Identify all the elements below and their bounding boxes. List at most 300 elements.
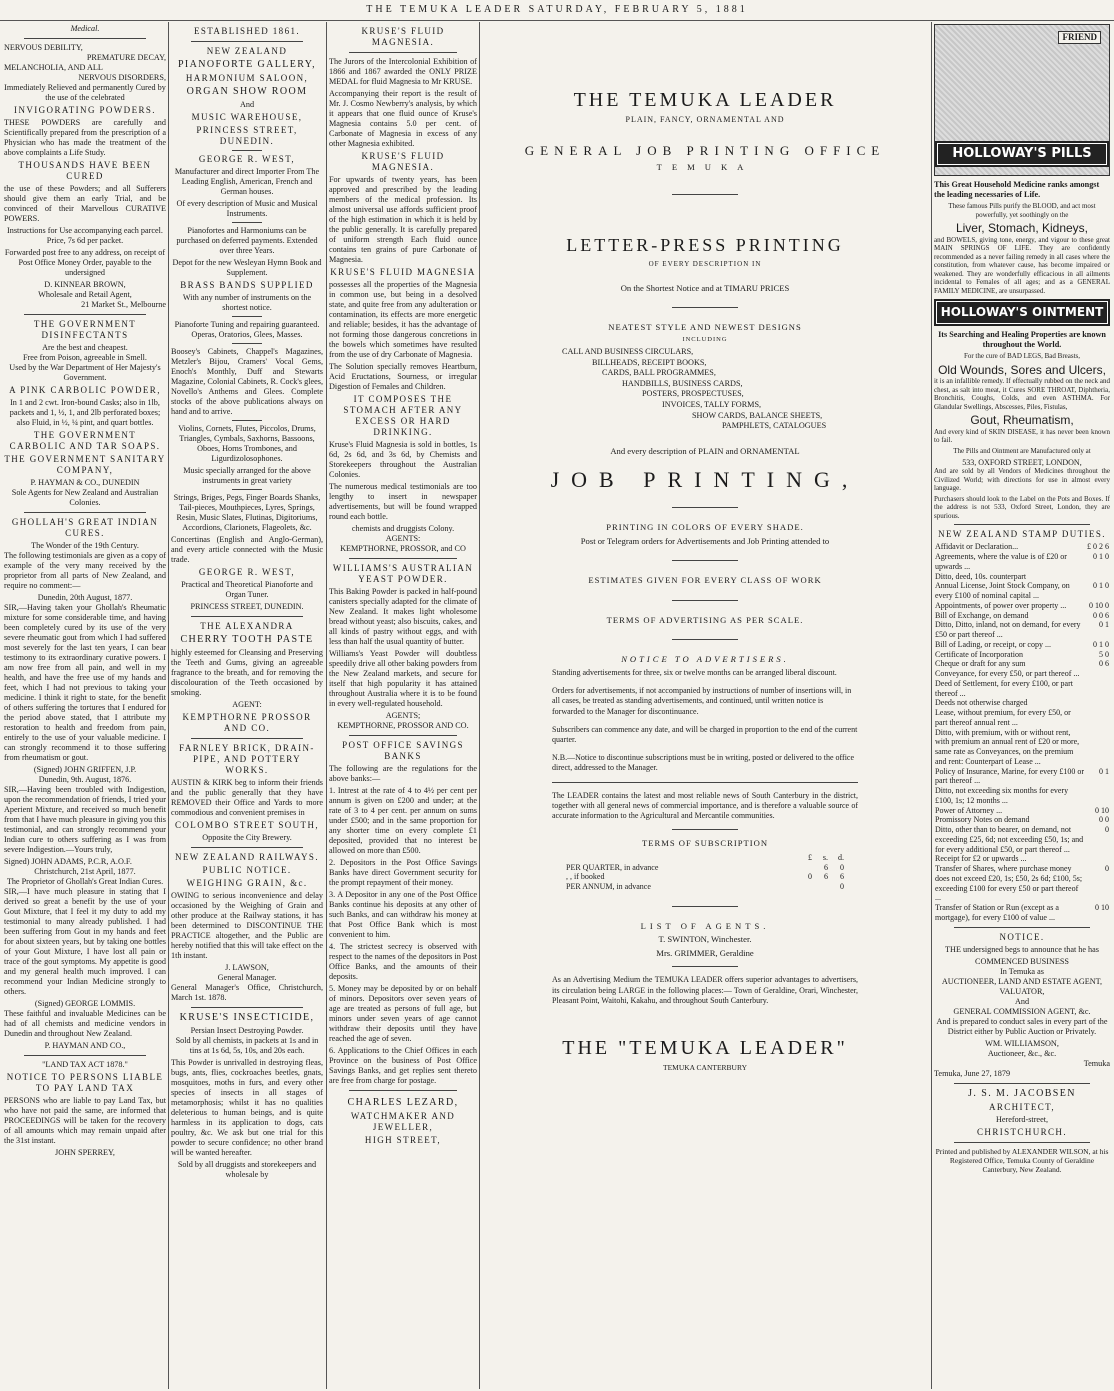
duty-value: 0 10 <box>1095 903 1109 913</box>
letter-signature: (Signed) GEORGE LOMMIS. <box>34 998 136 1008</box>
divider <box>552 782 858 783</box>
ad-heading: WATCHMAKER AND JEWELLER, <box>350 1110 456 1132</box>
row-d: 0 <box>840 862 844 872</box>
row-label: PER QUARTER, in advance <box>566 862 659 872</box>
duty-value: 0 1 <box>1099 766 1109 776</box>
divider <box>24 512 146 513</box>
duty-value <box>1086 698 1110 708</box>
divider <box>191 616 303 617</box>
letter-text: SIR,—Having been troubled with Indigestion, upon the recommendation of friends, I tried your Aperient Mixture, and received so much benefit from that I have much pleasure in giving you this testimonial, and can strongly recommend your Indian cure to others suffering as I was from severe Indigestion.—Yours truly, <box>4 784 166 854</box>
ad-text: And are sold by all Vendors of Medicines throughout the Civilized World; with directions for use in almost every language. <box>934 467 1110 493</box>
ad-text: highly esteemed for Cleansing and Preserving the Teeth and Gums, giving an agreeable fragrance to the breath, and for removing the discolouration of the Teeth occasioned by smoking. <box>171 648 323 698</box>
ad-line: AUCTIONEER, LAND AND ESTATE AGENT, VALUATOR, <box>941 976 1103 996</box>
ad-line: Persian Insect Destroying Powder. <box>190 1026 304 1036</box>
ad-heading: CHARLES LEZARD, <box>347 1096 459 1108</box>
ad-heading: NOTICE TO ADVERTISERS. <box>621 654 789 665</box>
divider <box>349 735 457 736</box>
table-row <box>934 825 1110 854</box>
ad-heading: TERMS OF SUBSCRIPTION <box>641 838 769 849</box>
ad-text: the use of these Powders; and all Sufferers should give them an early Trial, and be convinced of their Marvellous CURATIVE POWERS. <box>4 183 166 223</box>
friend-banner: FRIEND <box>1058 31 1101 44</box>
divider <box>672 560 738 561</box>
ad-heading: KRUSE'S INSECTICIDE, <box>179 1011 315 1023</box>
table-row <box>565 872 845 882</box>
regulation-item: 3. A Depositor in any one of the Post Office Banks continue his deposits at any other of such Banks, and can withdraw his money at that Post Office Bank which is most convenient to him. <box>329 889 477 939</box>
service-item: HANDBILLS, BUSINESS CARDS, <box>622 378 743 388</box>
imprint: Printed and published by ALEXANDER WILSON, at his Registered Office, Temuka County of Geraldine Canterbury, New Zealand. <box>935 1146 1109 1175</box>
column-3 <box>329 24 477 1388</box>
row-label: PER ANNUM, in advance <box>566 882 651 892</box>
nervous-line: NERVOUS DISORDERS, <box>78 73 166 82</box>
table-row <box>934 679 1110 699</box>
column-rule <box>168 22 169 1389</box>
ad-text: The Pills and Ointment are Manufactured only at <box>953 447 1091 455</box>
ad-text: The Jurors of the Intercolonial Exhibition of 1866 and 1867 awarded the ONLY PRIZE MEDAL for fluid Magnesia to Mr KRUSE. <box>329 56 477 86</box>
ad-text: Pianofortes and Harmoniums can be purchased on deferred payments. Extended over three Years. <box>176 226 318 256</box>
regulation-item: 6. Applications to the Chief Offices in each Province on the business of Post Office Savings Banks, and get replies sent thereto are free from charge for postage. <box>329 1045 477 1085</box>
duty-value: 0 10 <box>1095 805 1109 815</box>
duty-name: Ditto, with premium, with or without rent, with premium an annual rent of £20 or more, same rate as Conveyances, on the premium and rent: Counterpart of Lease ... <box>935 727 1080 766</box>
ad-heading: WEIGHING GRAIN, &c. <box>186 878 308 888</box>
service-item: POSTERS, PROSPECTUSES, <box>642 389 744 399</box>
table-row <box>934 611 1110 621</box>
table-row <box>934 903 1110 923</box>
ad-line: And <box>1014 996 1030 1006</box>
table-row <box>934 542 1110 552</box>
ad-line: On the Shortest Notice and at TIMARU PRICES <box>620 282 790 293</box>
row-l <box>797 882 813 892</box>
duty-name: Power of Attorney ... <box>935 805 1003 815</box>
ad-line: In Temuka as <box>1000 966 1044 976</box>
service-item: PAMPHLETS, CATALOGUES <box>722 421 827 431</box>
ad-text: THESE POWDERS are carefully and Scientifically prepared from the prescription of a Physician who has made the treatment of the above complaints a Life Study. <box>4 117 166 157</box>
divider <box>672 507 738 508</box>
duty-value: 0 1 <box>1099 620 1109 630</box>
ad-line: The Proprietor of Ghollah's Great Indian Cures. <box>6 876 164 886</box>
ad-heading: BRASS BANDS SUPPLIED <box>180 280 314 291</box>
ad-line: 533, OXFORD STREET, LONDON, <box>962 457 1082 467</box>
services-list <box>562 347 928 432</box>
duty-value <box>1086 854 1110 864</box>
ad-text: Practical and Theoretical Pianoforte and Organ Tuner. <box>181 580 313 600</box>
duty-value: 0 <box>1105 825 1109 835</box>
ad-text: and BOWELS, giving tone, energy, and vigour to these great MAIN SPRINGS OF LIFE. They are confidently recommended as a never failing remedy in all cases where the constitution, from whatever cause, has become impaired or weakened. They are wonderfully efficacious in all ailments incidental to Females of all ages; and as a GENERAL FAMILY MEDICINE, are unsurpassed. <box>934 235 1110 295</box>
ad-heading: INVIGORATING POWDERS. <box>14 105 156 115</box>
duty-name: Bill of Lading, or receipt, or copy ... <box>935 639 1051 649</box>
ad-text: With any number of instruments on the shortest notice. <box>182 293 312 313</box>
ad-text: The LEADER contains the latest and most reliable news of South Canterbury in the district, together with all general news of commercial importance, and is therefore a valuable source of accurate information to the Agricultural and Mercantile communities. <box>552 790 858 821</box>
lsd-header: £ <box>808 852 812 862</box>
row-d: 0 <box>840 882 844 892</box>
table-row <box>565 882 845 892</box>
lsd-header: s. <box>822 852 828 862</box>
agent-line: Mrs. GRIMMER, Geraldine <box>656 947 754 958</box>
agent-line: T. SWINTON, Winchester. <box>658 934 752 945</box>
ad-line: Hereford-street, <box>995 1114 1049 1124</box>
ad-text: Forwarded post free to any address, on receipt of Post Office Money Order, payable to the undersigned <box>4 247 166 277</box>
ad-heading: JOB PRINTING, <box>550 466 860 492</box>
ad-text: Sold by all druggists and storekeepers and wholesale by <box>177 1160 317 1180</box>
ad-heading: This Great Household Medicine ranks amongst the leading necessaries of Life. <box>934 180 1100 199</box>
ad-line: TEMUKA <box>656 162 754 172</box>
ad-text: N.B.—Notice to discontinue subscriptions must be in writing, posted or delivered to the office direct, addressed to the Manager. <box>552 753 855 773</box>
ad-heading: Old Wounds, Sores and Ulcers, <box>938 362 1106 377</box>
ad-line: KEMPTHORNE, PROSSOR, and CO <box>340 543 466 553</box>
table-row <box>934 650 1110 660</box>
agent-name: D. KINNEAR BROWN, <box>44 279 126 289</box>
duty-value: 0 10 0 <box>1089 600 1109 610</box>
ointment-logo: HOLLOWAY'S OINTMENT <box>934 299 1110 326</box>
ad-text: The following testimonials are given as a copy of example of the very many received by the proprietor from all parts of New Zealand, and require no comment:— <box>4 550 166 590</box>
ad-text: possesses all the properties of the Magnesia in common use, but being in a desolved state, and quite free from any adulteration or contamination, its effects are more energetic and reliable; besides, it has the advantage of not forming those dangerous concretions in the bowels which sometimes have resulted from the use of dry Carbonate of Magnesia. <box>329 279 477 359</box>
ad-line: Used by the War Department of Her Majesty's Government. <box>9 362 161 382</box>
divider <box>954 524 1090 525</box>
ad-heading: ORGAN SHOW ROOM <box>186 86 308 98</box>
ad-heading: LIST OF AGENTS. <box>640 920 770 931</box>
divider <box>349 558 457 559</box>
divider <box>191 738 303 739</box>
column-rule <box>326 22 327 1389</box>
ad-line: INCLUDING <box>682 335 728 343</box>
ad-text: For upwards of twenty years, has been approved and prescribed by the leading members of the medical profession. Its almost universal use affords sufficient proof of the high estimation in which it is held by the public generally. It is carefully prepared of uniform strength Each fluid ounce contains ten grains of pure Carbonate of Magnesia. <box>329 174 477 264</box>
ad-heading: WILLIAMS'S AUSTRALIAN YEAST POWDER. <box>332 562 474 584</box>
divider <box>349 52 457 53</box>
divider <box>232 343 262 344</box>
ad-heading: CHERRY TOOTH PASTE <box>180 634 314 646</box>
duty-name: Promissory Notes on demand <box>935 815 1030 825</box>
ad-heading: PUBLIC NOTICE. <box>202 865 292 876</box>
ad-heading: KEMPTHORNE PROSSOR AND CO. <box>182 712 312 734</box>
divider <box>672 194 738 195</box>
ad-text: OWING to serious inconvenience and delay occasioned by the Weighing of Grain and other produce at the Railway stations, it has been determined to DISCONTINUE THE PRACTICE altogether, and the Public are hereby notified that this will take effect on the 1th instant. <box>171 890 323 960</box>
duty-name: Ditto, not exceeding six months for every £100, 1s; 12 months ... <box>935 786 1069 805</box>
service-item: CARDS, BALL PROGRAMMES, <box>602 368 716 378</box>
ad-line: Temuka, June 27, 1879 <box>934 1068 1011 1078</box>
ad-heading: ESTABLISHED 1861. <box>193 26 301 36</box>
duty-name: Certificate of Incorporation <box>935 649 1023 659</box>
ad-heading: GENERAL JOB PRINTING OFFICE <box>524 143 886 159</box>
subscription-table <box>565 853 845 892</box>
divider <box>24 314 146 315</box>
service-item: SHOW CARDS, BALANCE SHEETS, <box>692 410 823 420</box>
divider <box>672 600 738 601</box>
table-row <box>934 708 1110 728</box>
ad-text: This Baking Powder is packed in half-pound canisters specially adapted for the climate of New Zealand. It makes light wholesome bread without yeast; also biscuits, cakes, and all kinds of pastry without eggs, and with less than half the usual quantity of butter. <box>329 586 477 646</box>
duty-name: Transfer of Shares, where purchase money does not exceed £20, 1s; £50, 2s 6d; £100, 5s; exceeding £100 for every £50 or part thereof ... <box>935 864 1083 903</box>
ad-line: TERMS OF ADVERTISING AS PER SCALE. <box>606 614 804 625</box>
ad-heading: NEATEST STYLE AND NEWEST DESIGNS <box>608 322 802 333</box>
nervous-line: MELANCHOLIA, AND ALL <box>4 63 103 72</box>
ad-text: Immediately Relieved and permanently Cured by the use of the celebrated <box>4 83 166 102</box>
letter-date: Christchurch, 21st April, 1877. <box>34 866 136 876</box>
ad-text: it is an infallible remedy. If effectually rubbed on the neck and chest, as salt into meat, it Cures SORE THROAT, Diphtheria, Bronchitis, Coughs, Colds, and even ASTHMA. For Glandular Swellings, Abscesses, Piles, Fistulas, <box>934 377 1110 411</box>
column-rule <box>479 22 480 1389</box>
signature: JOHN SPERREY, <box>55 1147 115 1157</box>
ad-text: The numerous medical testimonials are too lengthy to insert in newspaper advertisements, but will be found wrapped round each bottle. <box>329 481 477 521</box>
section-heading: Medical. <box>70 24 100 33</box>
ad-heading: NOTICE TO PERSONS LIABLE TO PAY LAND TAX <box>6 1071 164 1093</box>
agent-address: 21 Market St., Melbourne <box>81 299 166 309</box>
divider <box>954 927 1090 928</box>
ad-heading: COLOMBO STREET SOUTH, <box>175 820 319 831</box>
duty-value <box>1086 708 1110 728</box>
ad-line: TEMUKA CANTERBURY <box>663 1063 747 1073</box>
duty-value <box>1086 786 1110 806</box>
divider <box>24 1055 146 1056</box>
duty-value: 0 6 <box>1099 659 1109 669</box>
duty-value: 0 0 6 <box>1093 610 1109 620</box>
ad-heading: Liver, Stomach, Kidneys, <box>955 221 1089 236</box>
ad-heading: FARNLEY BRICK, DRAIN-PIPE, AND POTTERY WORKS. <box>179 743 315 776</box>
letter-date: Dunedin, 20th August, 1877. <box>37 592 133 602</box>
ad-text: As an Advertising Medium the TEMUKA LEADER offers superior advantages to advertisers, its circulation being LARGE in the following places:— Town of Geraldine, Orari, Winchester, Pleasant Point, Waitohi, Kakahu, and throughout South Canterbury. <box>552 975 858 1005</box>
divider <box>954 1083 1090 1084</box>
table-row <box>934 581 1110 601</box>
duty-value <box>1086 572 1110 582</box>
newspaper-title: THE "TEMUKA LEADER" <box>562 1037 848 1060</box>
company-name: P. HAYMAN AND CO., <box>44 1040 126 1050</box>
letter-text: SIR,—Having taken your Ghollah's Rheumatic mixture for some considerable time, and having been completely cured by its use of the very severe rheumatic gout from which I had suffered most severely for the last ten years, I can bear testimony to its extraordinary curative powers. I am now free from all pain, and well in my health, and have the free use of my hands and feet, which I had not previous to taking your medicine. I think it right to state, for the benefit of others suffering the tortures that I endured for the period above stated, that I attribute my restoration to health and freedom from pain, entirely to the use of your valuable medicine. I can strongly recommend it to those suffering from rheumatism or gout. <box>4 602 166 762</box>
ad-heading: PIANOFORTE GALLERY, <box>177 58 317 70</box>
table-row <box>934 572 1110 582</box>
ad-text: In 1 and 2 cwt. Iron-bound Casks; also in 1lb, packets and 1, ½, 1, and 2lb perforated boxes; also Fluid, in ½, ¼ pint, and quart bottles. <box>9 397 161 427</box>
ad-heading: THE GOVERNMENT DISINFECTANTS <box>33 318 137 340</box>
row-s: 6 <box>824 872 828 882</box>
ad-heading: ARCHITECT, <box>988 1101 1056 1112</box>
ad-line: chemists and druggists Colony. <box>351 523 455 533</box>
ad-text: Sold by all chemists, in packets at 1s and in tins at 1s 6d, 5s, 10s, and 20s each. <box>175 1036 319 1056</box>
ad-heading: POST OFFICE SAVINGS BANKS <box>342 739 464 761</box>
ad-heading: Its Searching and Healing Properties are known throughout the World. <box>938 330 1106 350</box>
newspaper-title: THE TEMUKA LEADER <box>573 89 837 111</box>
service-item: INVOICES, TALLY FORMS, <box>662 400 762 410</box>
table-row <box>934 815 1110 825</box>
divider <box>672 966 738 967</box>
divider <box>672 639 738 640</box>
table-row <box>934 620 1110 640</box>
signature: J. LAWSON, <box>225 962 269 972</box>
ad-text: And every kind of SKIN DISEASE, it has never been known to fail. <box>934 427 1110 445</box>
regulation-item: 4. The strictest secrecy is observed with respect to the names of the depositors in Post Office Banks, and the amounts of their deposits. <box>329 941 477 981</box>
ad-text: AUSTIN & KIRK beg to inform their friends and the public generally that they have REMOVED their Office and Yards to more commodious and convenient premises in <box>171 778 323 818</box>
duty-value: £ 0 2 6 <box>1087 542 1109 552</box>
ad-text: The Solution specially removes Heartburn, Acid Eructations, Sourness, or irregular Digestion of Females and Children. <box>329 361 477 391</box>
table-row <box>934 854 1110 864</box>
duty-value <box>1086 669 1110 679</box>
table-row <box>934 786 1110 806</box>
ad-line: Post or Telegram orders for Advertisements and Job Printing attended to <box>580 535 830 546</box>
table-row <box>934 659 1110 669</box>
row-l <box>797 863 813 873</box>
ad-heading: GEORGE R. WEST, <box>198 154 296 165</box>
ad-heading: MUSIC WAREHOUSE, <box>191 112 303 123</box>
britannia-illustration <box>934 24 1110 176</box>
ad-line: Sole Agents for New Zealand and Australian Colonies. <box>11 487 159 507</box>
ad-text: Instructions for Use accompanying each parcel. Price, 7s 6d per packet. <box>7 225 163 245</box>
duty-name: Policy of Insurance, Marine, for every £100 or part thereof ... <box>935 766 1085 786</box>
duty-value: 5 0 <box>1099 649 1109 659</box>
divider <box>232 222 262 223</box>
duty-name: Lease, without premium, for every £50, or part thereof annual rent ... <box>935 708 1071 727</box>
ad-line: Free from Poison, agreeable in Smell. <box>23 352 147 362</box>
agent-role: Wholesale and Retail Agent, <box>38 289 132 299</box>
ad-text: Violins, Cornets, Flutes, Piccolos, Drums, Triangles, Cymbals, Saxhorns, Bassoons, Oboes, Horns Trombones, and Ligurdizolosophones. <box>178 424 316 464</box>
ad-line: AGENTS; <box>385 710 421 720</box>
ad-line: And <box>239 100 255 110</box>
ad-text: And is prepared to conduct sales in every part of the District either by Public Auction or Privately. <box>936 1016 1108 1036</box>
ad-text: Music specially arranged for the above instruments in great variety <box>183 466 311 486</box>
ad-heading: HARMONIUM SALOON, <box>185 73 309 84</box>
ad-heading: NOTICE. <box>999 931 1045 942</box>
divider <box>232 420 262 421</box>
divider <box>672 906 738 907</box>
ad-heading: THE GOVERNMENT SANITARY COMPANY, <box>4 453 166 475</box>
ad-text: Subscribers can commence any date, and will be charged in proportion to the end of the current quarter. <box>552 724 858 745</box>
divider <box>954 1142 1090 1143</box>
divider <box>232 489 262 490</box>
ad-text: Kruse's Fluid Magnesia is sold in bottles, 1s 6d, 2s 6d, and 3s 6d, by Chemists and Storekeepers throughout the Australian Colonies. <box>329 439 477 479</box>
row-d: 6 <box>840 872 844 882</box>
ad-heading: GEORGE R. WEST, <box>198 567 296 578</box>
ad-line: PRINCESS STREET, DUNEDIN. <box>190 602 304 612</box>
ad-heading: A PINK CARBOLIC POWDER, <box>9 384 161 395</box>
duty-value <box>1086 728 1110 767</box>
ad-line: PRINTING IN COLORS OF EVERY SHADE. <box>606 522 804 533</box>
duty-name: Ditto, other than to bearer, on demand, not exceeding £25, 6d; not exceeding £50, 1s; and for every additional £50, or part thereof ... <box>935 825 1084 854</box>
ad-line: PLAIN, FANCY, ORNAMENTAL AND <box>625 115 785 125</box>
ad-heading: PRINCESS STREET, DUNEDIN. <box>196 125 298 147</box>
ad-text: Depot for the new Wesleyan Hymn Book and Supplement. <box>172 258 322 278</box>
ad-heading: NEW ZEALAND STAMP DUTIES. <box>938 529 1106 540</box>
table-row <box>934 552 1110 572</box>
ad-heading: KRUSE'S FLUID MAGNESIA. <box>361 150 445 172</box>
ad-line: Are the best and cheapest. <box>42 342 128 352</box>
duty-value: 0 1 0 <box>1093 581 1109 591</box>
letter-text: SIR,—I have much pleasure in stating that I derived so great a benefit by the use of your Gout Mixture, that I feel it my duty to add my testimonial to many already published. I had been suffering from Gout in my hands and feet for about sixteen years, but by taking one bottles of your Gout Mixture, I have lost all pain or trace of the gout symptoms. My appetite is good and my general health much improved. I can recommend your Indian Medicine strongly to others. <box>4 886 166 996</box>
duty-name: Ditto, deed, 10s. counterpart <box>935 571 1027 581</box>
ad-line: Opposite the City Brewery. <box>202 833 292 843</box>
duty-name: Deeds not otherwise charged <box>935 698 1028 708</box>
row-s <box>813 882 829 892</box>
table-row <box>934 728 1110 767</box>
ad-text: The following are the regulations for the above banks:— <box>329 763 477 783</box>
ad-line: ESTIMATES GIVEN FOR EVERY CLASS OF WORK <box>588 575 822 586</box>
company-name: P. HAYMAN & CO., DUNEDIN <box>30 477 140 487</box>
duty-value: 0 0 <box>1099 815 1109 825</box>
ad-text: These famous Pills purify the BLOOD, and act most powerfully, yet soothingly on the <box>948 202 1096 219</box>
duty-name: Cheque or draft for any sum <box>935 659 1026 669</box>
divider <box>191 41 303 42</box>
ad-line: COMMENCED BUSINESS <box>975 956 1069 966</box>
ad-heading: KRUSE'S FLUID MAGNESIA. <box>361 26 445 47</box>
letter-date: Dunedin, 9th. August, 1876. <box>38 774 132 784</box>
divider <box>191 1007 303 1008</box>
divider <box>232 150 262 151</box>
table-row <box>934 640 1110 650</box>
ad-text: Orders for advertisements, if not accompanied by instructions of number of insertions will, in all cases, be treated as standing advertisements, and continued, until written notice is forwarded to the Manager for discontinuance. <box>552 686 852 716</box>
ad-line: Auctioneer, &c., &c. <box>987 1048 1057 1058</box>
duty-value: 0 1 0 <box>1093 639 1109 649</box>
nervous-line: PREMATURE DECAY, <box>86 53 166 62</box>
column-rule <box>931 22 932 1389</box>
ad-text: Standing advertisements for three, six or twelve months can be arranged liberal discount. <box>552 667 837 677</box>
duty-name: Agreements, where the value is of £20 or upwards ... <box>935 552 1067 571</box>
ad-heading: THE GOVERNMENT CARBOLIC AND TAR SOAPS. <box>9 429 161 451</box>
ad-text: Strings, Briges, Pegs, Finger Boards Shanks, Tail-pieces, Mouthpieces, Lyres, Springs, Resin, Music Slates, Flutinas, Digitoriums, Accordions, Clarionets, Flageolets, &c. <box>173 493 321 533</box>
duty-name: Transfer of Station or Run (except as a mortgage), for every £100 of value ... <box>935 903 1059 922</box>
column-1 <box>4 24 166 1388</box>
ad-text: General Manager's Office, Christchurch, March 1st. 1878. <box>171 982 323 1002</box>
ad-line: AGENTS: <box>385 533 421 543</box>
ad-heading: THE ALEXANDRA <box>200 621 294 632</box>
ad-text: These faithful and invaluable Medicines can be had of all chemists and medicine vendors in Dunedin and throughout New Zealand. <box>4 1008 166 1038</box>
ad-text: Concertinas (English and Anglo-German), and every article connected with the Music trade. <box>171 535 323 565</box>
ad-heading: "LAND TAX ACT 1878." <box>42 1059 128 1069</box>
divider <box>672 307 738 308</box>
masthead: THE TEMUKA LEADER SATURDAY, FEBRUARY 5, 1881 <box>0 0 1114 21</box>
ad-text: Manufacturer and direct Importer From The Leading English, American, French and German houses. <box>174 167 320 197</box>
ad-text: Boosey's Cabinets, Chappel's Magazines, Metzler's Bijou, Cramers' Vocal Gems, Enoch's Monthly, Duff and Stewarts Magazine, Colonial Cabinets, R. Cock's glees, Novello's Anthems and Glees. Complete stocks of the above publications always on hand and to arrive. <box>171 347 323 417</box>
table-row <box>934 669 1110 679</box>
divider <box>24 38 146 39</box>
ad-line: The Wonder of the 19th Century. <box>31 540 139 550</box>
duty-value: 0 1 0 <box>1093 552 1109 562</box>
duty-name: Affidavit or Declaration... <box>935 542 1019 552</box>
table-row <box>934 767 1110 787</box>
ad-line: Temuka <box>1083 1058 1110 1068</box>
duty-name: Conveyance, for every £50, or part thereof ... <box>935 669 1080 679</box>
ad-line: KEMPTHORNE, PROSSOR AND CO. <box>337 720 469 730</box>
regulation-item: 2. Depositors in the Post Office Savings Banks have direct Government security for the prompt repayment of their money. <box>329 857 477 887</box>
ad-heading: IT COMPOSES THE STOMACH AFTER ANY EXCESS OR HARD DRINKING. <box>343 393 463 437</box>
ad-text: Williams's Yeast Powder will doubtless speedily drive all other baking powders from the New Zealand markets, and secure for itself that high popularity it has attained throughout Australia where it is to be found in every well-regulated household. <box>329 648 477 708</box>
duty-name: Ditto, Ditto, inland, not on demand, for every £50 or part thereof ... <box>935 620 1081 640</box>
ad-heading: J. S. M. JACOBSEN <box>968 1087 1076 1099</box>
duty-value: 0 <box>1105 864 1109 874</box>
ad-text: PERSONS who are liable to pay Land Tax, but who have not paid the same, are informed that PROCEEDINGS will be taken for the recovery of all amounts which may remain unpaid after the 31st instant. <box>4 1095 166 1145</box>
ad-heading: CHRISTCHURCH. <box>977 1126 1067 1137</box>
table-row <box>934 601 1110 611</box>
ad-line: General Manager. <box>217 972 277 982</box>
ad-heading: LETTER-PRESS PRINTING <box>566 235 844 256</box>
ad-text: Pianoforte Tuning and repairing guaranteed. Operas, Oratorios, Glees, Masses. <box>174 320 320 340</box>
ad-heading: Gout, Rheumatism, <box>970 413 1074 428</box>
column-2 <box>171 24 323 1388</box>
lsd-header: d. <box>838 852 844 862</box>
pills-logo: HOLLOWAY'S PILLS <box>935 141 1109 167</box>
ad-heading: HIGH STREET, <box>364 1134 442 1145</box>
regulation-item: 1. Intrest at the rate of 4 to 4½ per cent per annum is given on £200 and under; at the rate of 3 to 4 per cent. per annum on sums under £500; and in the same proportion for any shorter time on every complete £1 deposited, provided that no interest be allowed on more than £500. <box>329 785 477 855</box>
ad-text: For the cure of BAD LEGS, Bad Breasts, <box>963 352 1081 361</box>
ad-line: GENERAL COMMISSION AGENT, &c. <box>953 1006 1091 1016</box>
column-4 <box>482 24 928 1388</box>
regulation-item: 5. Money may be deposited by or on behalf of minors. Depositors over seven years of age are treated as persons of full age, but minors under seven years of age cannot withdraw their deposits until they have reached the age of seven. <box>329 983 477 1043</box>
divider <box>191 847 303 848</box>
ad-text: Accompanying their report is the result of Mr. J. Cosmo Newberry's analysis, by which it appears that one fluid ounce of Kruse's Magnesia contains 5.0 per cent. of Carbonate of Magnesia in excess of any other Magnesia exhibited. <box>329 88 477 148</box>
table-row <box>934 698 1110 708</box>
service-item: BILLHEADS, RECEIPT BOOKS, <box>592 357 707 367</box>
table-row <box>934 806 1110 816</box>
divider <box>349 1090 457 1091</box>
ad-heading: NEW ZEALAND <box>206 45 288 56</box>
ad-line: And every description of PLAIN and ORNAMENTAL <box>610 446 800 457</box>
row-label: , , if booked <box>566 872 605 882</box>
ad-text: Purchasers should look to the Label on the Pots and Boxes. If the address is not 533, Oxford Street, London, they are spurious. <box>934 494 1110 520</box>
table-row <box>565 863 845 873</box>
service-item: CALL AND BUSINESS CIRCULARS, <box>562 346 694 356</box>
duty-name: Annual License, Joint Stock Company, on every £100 of nominal capital ... <box>935 581 1070 601</box>
letter-signature: Signed) JOHN ADAMS, P.C.R, A.O.F. <box>4 856 132 866</box>
